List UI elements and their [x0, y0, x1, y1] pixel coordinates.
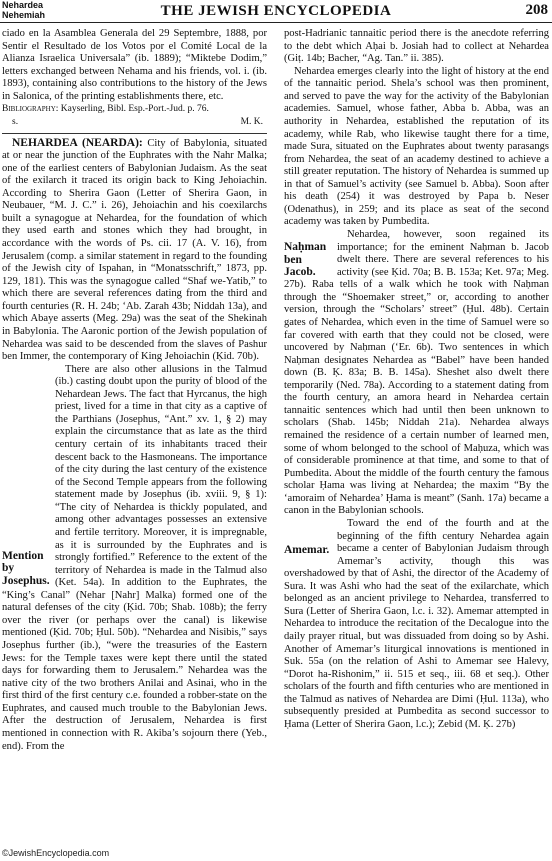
right-paragraph-3: Nehardea, however, soon regained its importance; for the eminent Naḥman b. Jacob dwelt there. There are several references to his activity (see Ḳid. 70a; B. B. 153a; Ket. 97a; Meg. 27b). Raba tells of a walk which he took with Naḥman through the “Shoemaker street,” or, according to another version, through the “Scholars’ street” (Ḥul. 48b). Certain gates of Nehardea, which even in the time of Samuel were so far covered with earth that they could not be closed, were uncovered by Naḥman (‘Er. 6b). Two sentences in which Naḥman designates Nehardea as “Babel” have been handed down (B. Ḳ. 83a; B. B. 145a). Sheshet also dwelt there temporarily (Ned. 78a). According to a statement dating from the fourth century, an amora heard in Nehardea certain tannaitic sentences which had until then been unknown to scholars (Shab. 145b; Niddah 21a). Nehardea always remained the residence of a certain number of learned men, some of whom belonged to the school of Maḥuza, which was of considerable prominence at that time, and some to that of Pumbedita. About the middle of the fourth century the famous scholar Ḥama was living at Nehardea; the maxim “By the ‘amoraim of Nehardea’ Ḥama is meant” (Sanh. 17a) became a canon in the Babylonian schools.: [284, 229, 549, 517]
previous-entry-end: ciado en la Asamblea Generala del 29 Septembre, 1888, por Sentir el Resultado de los Votos por el Comité Local de la Alianza Israelica Universala” (ib. 1889); “Miktebe Dodim,” letters exchanged between Nehama and his friends, vol. i. (ib. 1893), containing also contributions to the history of the Jews in Salonica, of the printing establishments there, etc.: [2, 28, 267, 102]
entry-paragraph-2: There are also other allusions in the Talmud (ib.) casting doubt upon the purity of blood of the Nehardean Jews. The fact that Hyrcanus, the high priest, lived for a time in that city as a captive of the Parthians (Josephus, “Ant.” xv. 1, § 2) may explain the circumstance that as late as the third century certain of its inhabitants traced their descent back to the Hasmoneans. The importance of the city during the last century of the existence of the Second Temple appears from the following statement made by Josephus (ib. xviii. 9, § 1): “The city of Nehardea is thickly populated, and among other advantages possesses an extensive and fertile territory. Moreover, it is impregnable, as it is surrounded by the Euphrates and is strongly fortified.” Reference to the extent of the territory of Nehardea is made in the Talmud also (Ket. 54a). In addition to the Euphrates, the “King’s Canal” (Nehar [Nahr] Malka) formed one of the natural defenses of the city (Ḳid. 70b; Shab. 108b); the ferry over the river (or perhaps over the canal) is likewise mentioned (Ḳid. 70b; Ḥul. 50b). “Nehardea and Nisibis,” says Josephus further (ib.), “were the treasuries of the Eastern Jews: for the Temple taxes were kept there until the stated days for forwarding them to Jerusalem.” Nehardea was the native city of the two brothers Anilai and Asinai, who in the first third of the first century c.e. founded a robber-state on the Euphrates, and caused much trouble to the Babylonian Jews. After the destruction of Jerusalem, Nehardea is first mentioned in connection with R. Akiba’s sojourn there (Yeb., end). From the: [2, 363, 267, 752]
entry-heading: NEHARDEA (NEARDA):: [12, 136, 143, 149]
page-number: 208: [525, 2, 548, 18]
right-paragraph-3-wrap: [284, 229, 549, 518]
signature-line: [2, 116, 267, 129]
site-watermark: ©JewishEncyclopedia.com: [2, 848, 110, 858]
right-column: [284, 28, 549, 732]
bibliography-text: Kayserling, Bibl. Esp.-Port.-Jud. p. 76.: [58, 104, 209, 115]
page-header: [0, 0, 552, 23]
entry-paragraph-1: City of Babylonia, situated at or near the junction of the Euphrates with the Nahr Malka; one of the earliest centers of Babylonian Judaism. As the seat of the exilarch it traced its origin back to King Jehoiachin. According to Sherira Gaon (Letter of Sherira Gaon, in Neubauer, “M. J. C.” i. 26), Jehoiachin and his coexilarchs built a synagogue at Nehardea, for the foundation of which they used earth and stones which they had brought, in accordance with the words of Ps. cii. 17 (A. V. 16), from Jerusalem (comp. a similar statement in regard to the founding of the Jewish city of Ispahan, in “Monatsschrift,” 1873, pp. 129, 181). This was the synagogue called “Shaf we-Yatib,” to which there are several references dating from the third and fourth centuries (R. H. 24b; ‘Ab. Zarah 43b; Niddah 13a), and which Abaye asserts (Meg. 29a) was the seat of the Shekinah in Babylonia. The Aaronic portion of the Jewish population of Nehardea was said to be descended from the slaves of Pashur ben Immer, the contemporary of King Jehoiachin (Ḳid. 70b).: [2, 137, 267, 363]
right-paragraph-4: Toward the end of the fourth and at the beginning of the fifth century Nehardea again became a center of Babylonian Judaism through Amemar’s activity, though this was overshadowed by that of Ashi, the director of the Academy of Sura. It was Ashi who had the seat of the exilarchate, which belonged as an ancient privilege to Nehardea, transferred to Sura (Letter of Sherira Gaon, l.c. i. 32). Amemar attempted in Nehardea to introduce the recitation of the Decalogue into the daily prayer ritual, but was dissuaded from doing so by Ashi. Another of Amemar’s liturgical innovations is mentioned in Suk. 55a (on the relation of Ashi to Amemar see Halevy, “Dorot ha-Rishonim,” ii. 515 et seq., iii. 68 et seq.). Other scholars of the fourth and fifth centuries who are mentioned in the Talmud as natives of Nehardea are Dimi (Ḥul. 113a), who subsequently presided at Pumbedita as second successor to Ḥama (Letter of Sherira Gaon, l.c.); Zebid (M. Ḳ. 27b): [284, 517, 549, 730]
right-paragraph-1: post-Hadrianic tannaitic period there is the anecdote referring to the debt which Aḥai b. Josiah had to collect at Nehardea (Giṭ. 14b; Bacher, “Ag. Tan.” ii. 385).: [284, 28, 549, 65]
bibliography-label: Bibliography:: [2, 104, 59, 115]
entry-paragraph-2-wrap: [2, 364, 267, 753]
left-column: [2, 28, 267, 753]
signature-right: M. K.: [240, 116, 263, 127]
marginal-heading-nahman: Naḥman ben Jacob.: [284, 241, 327, 279]
bibliography: [2, 103, 267, 116]
marginal-heading-josephus: Mention by Josephus.: [2, 549, 50, 587]
encyclopedia-title: THE JEWISH ENCYCLOPEDIA: [160, 3, 392, 19]
right-paragraph-2: Nehardea emerges clearly into the light of history at the end of the tannaitic period. Shela’s school was then prominent, and served to pave the way for the activity of the Babylonian academies. Samuel, whose father, Abba b. Abba, was an authority in Nehardea, established the reputation of its academy, while Rab, who likewise taught there for a time, made Sura, situated on the Euphrates about twenty parasangs from Nehardea, the seat of an academy destined to achieve a still greater reputation. The history of Nehardea is summed up in that of Samuel’s activity (see Samuel b. Abba). Soon after his death (254) it was destroyed by Papa b. Neser (Odenathus), in 259; and its place as seat of the second academy was taken by Pumbedita.: [284, 65, 549, 228]
running-head-first: Nehardea: [2, 0, 44, 10]
running-head-last: Nehemiah: [2, 10, 46, 20]
right-paragraph-4-wrap: [284, 518, 549, 732]
marginal-heading-amemar: Amemar.: [284, 543, 330, 556]
entry-divider: [2, 133, 267, 134]
entry-opening: [2, 137, 267, 364]
signature-left: s.: [12, 116, 19, 127]
